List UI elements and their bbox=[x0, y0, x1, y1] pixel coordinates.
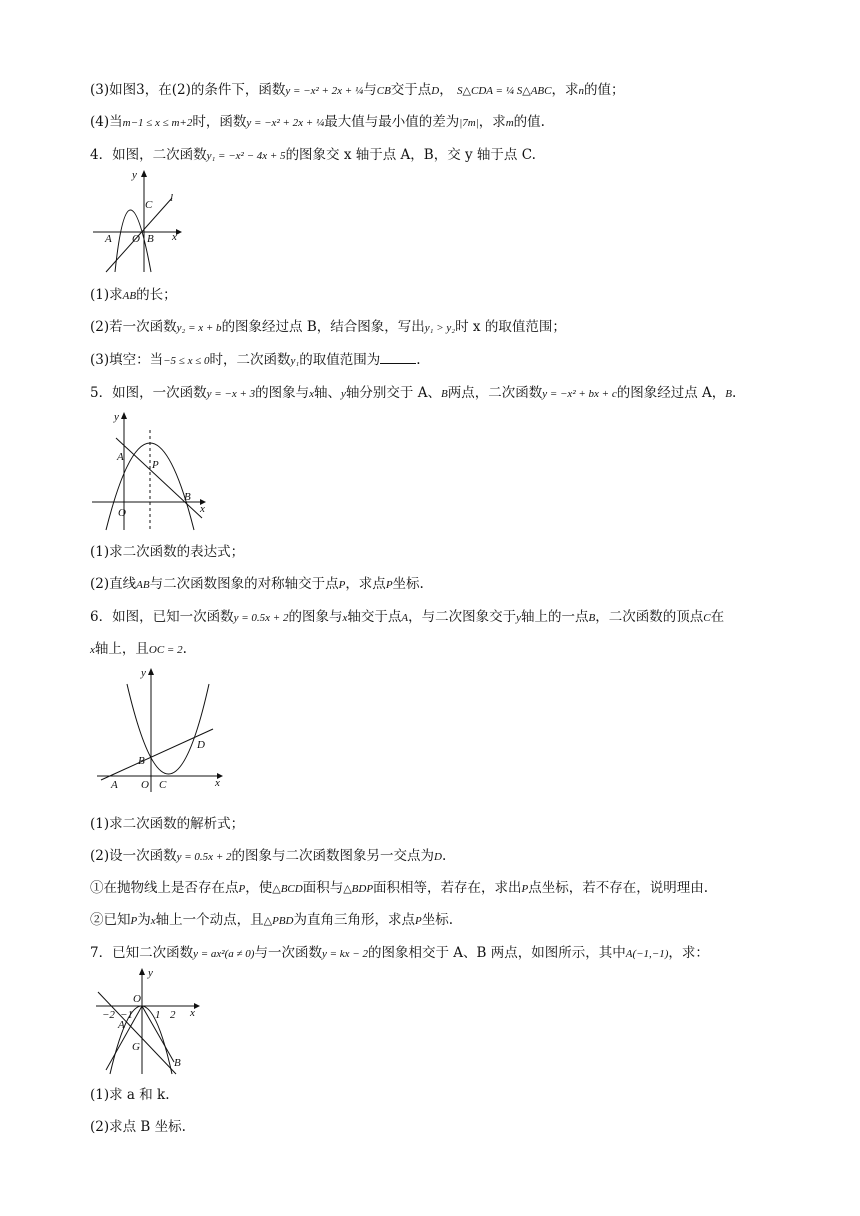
point-a-label: A bbox=[117, 451, 124, 463]
q6-sub2: (2)设一次函数y = 0.5x + 2的图象与二次函数图象另一交点为D. bbox=[90, 848, 447, 864]
q6-sub2-part2: ②已知P为x轴上一个动点，且△PBD为直角三角形，求点P坐标. bbox=[90, 912, 453, 928]
formula: y = kx − 2 bbox=[321, 948, 368, 960]
q7-sub1: (1)求 a 和 k. bbox=[90, 1087, 170, 1103]
formula: y = ax²(a ≠ 0) bbox=[193, 948, 255, 960]
y-axis-label: y bbox=[132, 169, 137, 181]
point-b-label: B bbox=[184, 491, 191, 503]
formula: y = −x + 3 bbox=[206, 388, 256, 400]
point-g-label: G bbox=[132, 1041, 140, 1053]
point-b-label: B bbox=[147, 233, 154, 245]
x-axis-label: x bbox=[200, 503, 205, 515]
y-axis-label: y bbox=[114, 411, 119, 423]
q6-figure bbox=[95, 664, 230, 794]
formula: S△CDA = ¼ S△ABC bbox=[457, 85, 552, 97]
q7-sub2: (2)求点 B 坐标. bbox=[90, 1119, 186, 1135]
tick-label: 1 bbox=[155, 1009, 161, 1021]
formula: y₂ = x + b bbox=[176, 322, 222, 334]
q4-sub2: (2)若一次函数y₂ = x + b的图象经过点 B，结合图象，写出y₁ > y₂时 x 的取值范围； bbox=[90, 319, 566, 335]
origin-label: O bbox=[141, 779, 149, 791]
point-a-label: A bbox=[118, 1019, 125, 1031]
q4-figure bbox=[88, 168, 188, 276]
x-axis-label: x bbox=[215, 777, 220, 789]
x-axis-label: x bbox=[172, 231, 177, 243]
point-c-label: C bbox=[145, 199, 153, 211]
q4-sub1: (1)求AB的长； bbox=[90, 287, 177, 303]
origin-label: O bbox=[132, 233, 140, 245]
tick-label: −2 bbox=[102, 1009, 115, 1021]
formula: y = −x² + 2x + ¼ bbox=[246, 117, 325, 129]
q5-stem: 5．如图，一次函数y = −x + 3的图象与x轴、y轴分别交于 A、B两点，二次函数y = −x² + bx + c的图象经过点 A，B. bbox=[90, 385, 737, 401]
y-axis-label: y bbox=[141, 667, 146, 679]
tick-label: 2 bbox=[170, 1009, 176, 1021]
q5-figure bbox=[88, 408, 213, 532]
q6-stem: 6．如图，已知一次函数y = 0.5x + 2的图象与x轴交于点A，与二次图象交于y轴上的一点B，二次函数的顶点C在 bbox=[90, 609, 725, 625]
origin-label: O bbox=[118, 507, 126, 519]
point-a-label: A bbox=[105, 233, 112, 245]
q3-sub4: (4)当m−1 ≤ x ≤ m+2时，函数y = −x² + 2x + ¼最大值与最小值的差为|7m|，求m的值. bbox=[90, 114, 545, 130]
q4-sub3: (3)填空：当−5 ≤ x ≤ 0时，二次函数y₁的取值范围为 . bbox=[90, 352, 421, 368]
x-axis-label: x bbox=[190, 1007, 195, 1019]
q6-sub2-part1: ①在抛物线上是否存在点P，使△BCD面积与△BDP面积相等，若存在，求出P点坐标，若不存在，说明理由. bbox=[90, 880, 709, 896]
q5-sub2: (2)直线AB与二次函数图象的对称轴交于点P，求点P坐标. bbox=[90, 576, 424, 592]
line-l-label: l bbox=[170, 192, 174, 204]
answer-blank bbox=[380, 351, 416, 364]
q7-figure bbox=[92, 966, 212, 1078]
q3-sub3: (3)如图3，在(2)的条件下，函数y = −x² + 2x + ¼与CB交于点D， S△CDA = ¼ S△ABC，求n的值； bbox=[90, 82, 625, 98]
origin-label: O bbox=[133, 993, 141, 1005]
tick-label: −1 bbox=[120, 1009, 133, 1021]
point-p-label: P bbox=[152, 459, 159, 471]
q7-stem: 7．已知二次函数y = ax²(a ≠ 0)与一次函数y = kx − 2的图象相交于 A、B 两点，如图所示，其中A(−1,−1)，求： bbox=[90, 945, 709, 961]
point-d-label: D bbox=[197, 739, 205, 751]
q6-sub1: (1)求二次函数的解析式； bbox=[90, 816, 245, 832]
point-a-label: A bbox=[111, 779, 118, 791]
formula: y = 0.5x + 2 bbox=[176, 851, 232, 863]
formula: y = 0.5x + 2 bbox=[233, 612, 289, 624]
y-axis-label: y bbox=[148, 967, 153, 979]
q5-sub1: (1)求二次函数的表达式； bbox=[90, 544, 245, 560]
point-b-label: B bbox=[174, 1057, 181, 1069]
point-b-label: B bbox=[138, 755, 145, 767]
formula: y = −x² + bx + c bbox=[542, 388, 617, 400]
formula: y = −x² + 2x + ¼ bbox=[285, 85, 364, 97]
point-c-label: C bbox=[159, 779, 167, 791]
q6-stem-cont: x轴上，且OC = 2. bbox=[90, 641, 187, 657]
q4-stem: 4．如图，二次函数y₁ = −x² − 4x + 5的图象交 x 轴于点 A，B，交 y 轴于点 C. bbox=[90, 147, 536, 163]
formula: y₁ = −x² − 4x + 5 bbox=[206, 150, 286, 162]
